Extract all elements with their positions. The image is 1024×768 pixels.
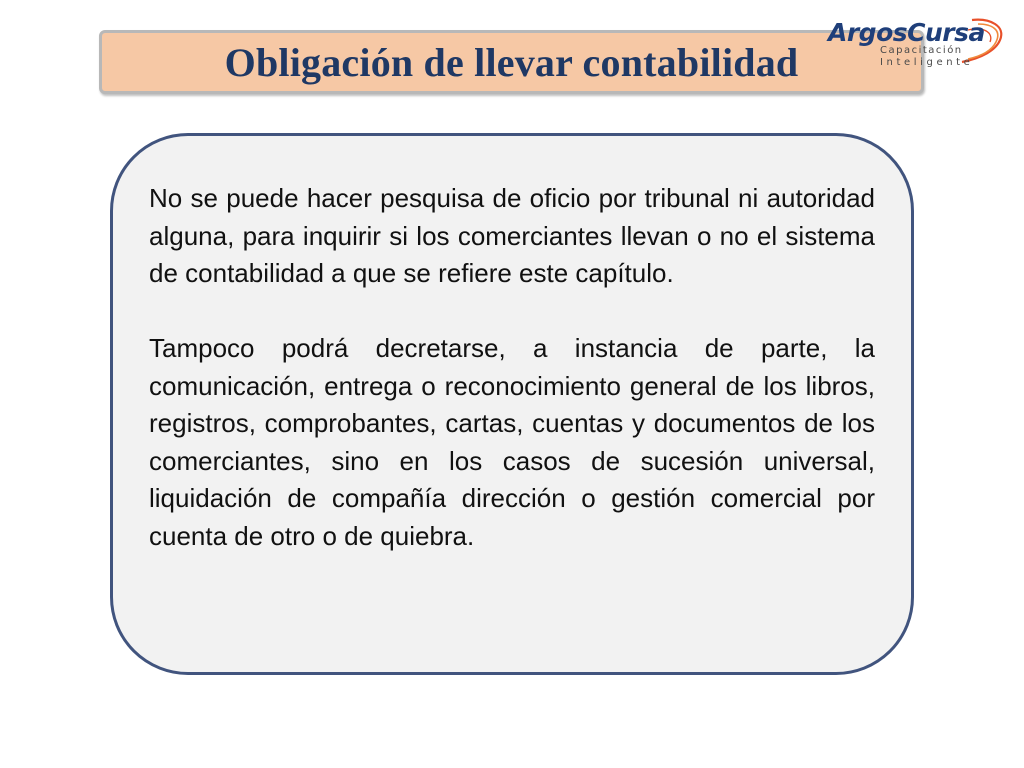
- logo-tagline-line1: Capacitación: [880, 45, 963, 56]
- logo-tagline-line2: Inteligente: [880, 57, 974, 68]
- slide-title: Obligación de llevar contabilidad: [224, 39, 799, 85]
- argoscursa-logo: [822, 16, 1008, 72]
- content-text: [149, 180, 875, 555]
- paragraph-1: No se puede hacer pesquisa de oficio por tribunal ni autoridad alguna, para inquirir si los comerciantes llevan o no el sistema de contabilidad a que se refiere este capítulo.: [149, 183, 875, 288]
- title-bar: [99, 30, 924, 94]
- logo-brand-name: ArgosCursa: [828, 18, 985, 47]
- paragraph-2: Tampoco podrá decretarse, a instancia de parte, la comunicación, entrega o reconocimiento general de los libros, registros, comprobantes, cartas, cuentas y documentos de los comerciantes, sino en los casos de sucesión universal, liquidación de compañía dirección o gestión comercial por cuenta de otro o de quiebra.: [149, 333, 875, 551]
